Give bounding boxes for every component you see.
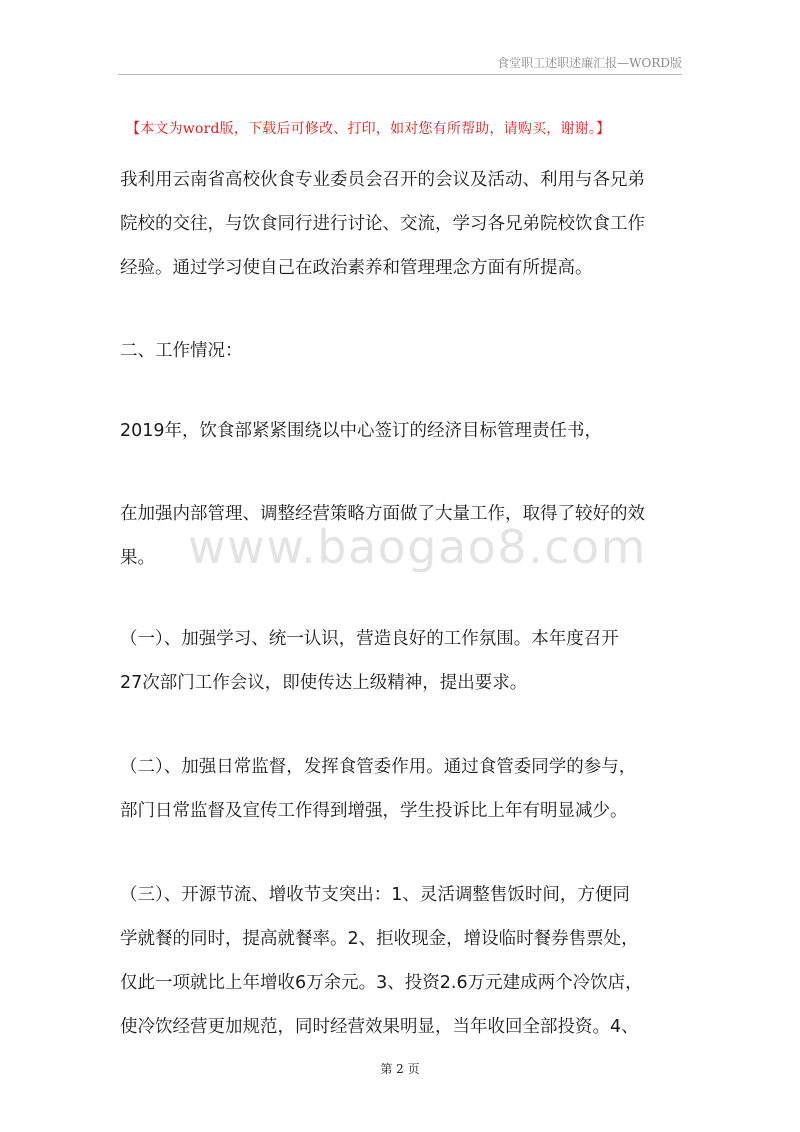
paragraph-2019 <box>120 409 682 453</box>
paragraph-item-1 <box>120 617 682 705</box>
paragraph-study <box>120 158 682 290</box>
paragraph-item-3 <box>120 873 682 1049</box>
download-notice: 【本文为word版，下载后可修改、打印，如对您有所帮助，请购买，谢谢。】 <box>126 121 611 137</box>
text-line: 使冷饮经营更加规范，同时经营效果明显，当年收回全部投资。4、 <box>120 1017 639 1037</box>
text-line: 院校的交往，与饮食同行进行讨论、交流，学习各兄弟院校饮食工作 <box>120 214 645 234</box>
text-line: （一）、加强学习、统一认识，营造良好的工作氛围。本年度召开 <box>120 629 619 649</box>
text-line: 部门日常监督及宣传工作得到增强，学生投诉比上年有明显减少。 <box>120 801 628 821</box>
text-line: （三）、开源节流、增收节支突出：1、灵活调整售饭时间，方便同 <box>120 885 630 905</box>
text-line: 27次部门工作会议，即使传达上级精神，提出要求。 <box>120 673 528 693</box>
text-line: 二、工作情况： <box>120 341 243 361</box>
text-line: 经验。通过学习使自己在政治素养和管理理念方面有所提高。 <box>120 258 593 278</box>
text-line: 我利用云南省高校伙食专业委员会召开的会议及活动、利用与各兄弟 <box>120 170 645 190</box>
page-header <box>118 52 682 75</box>
text-line: （二）、加强日常监督，发挥食管委作用。通过食管委同学的参与， <box>120 757 637 777</box>
text-line: 2019年，饮食部紧紧围绕以中心签订的经济目标管理责任书， <box>120 421 603 441</box>
page-number: 第 2 页 <box>380 1062 420 1076</box>
section-heading-work <box>120 329 682 373</box>
text-line: 仅此一项就比上年增收6万余元。3、投资2.6万元建成两个冷饮店， <box>120 973 643 993</box>
text-line: 学就餐的同时，提高就餐率。2、拒收现金，增设临时餐券售票处， <box>120 929 639 949</box>
watermark: www.baogao8.com <box>188 520 647 574</box>
document-body <box>120 158 682 1049</box>
paragraph-management <box>120 492 682 580</box>
paragraph-item-2 <box>120 745 682 833</box>
text-line: 在加强内部管理、调整经营策略方面做了大量工作，取得了较好的效 <box>120 504 645 524</box>
document-title: 食堂职工述职述廉汇报—WORD版 <box>497 56 682 70</box>
text-line: 果。 <box>120 548 155 568</box>
